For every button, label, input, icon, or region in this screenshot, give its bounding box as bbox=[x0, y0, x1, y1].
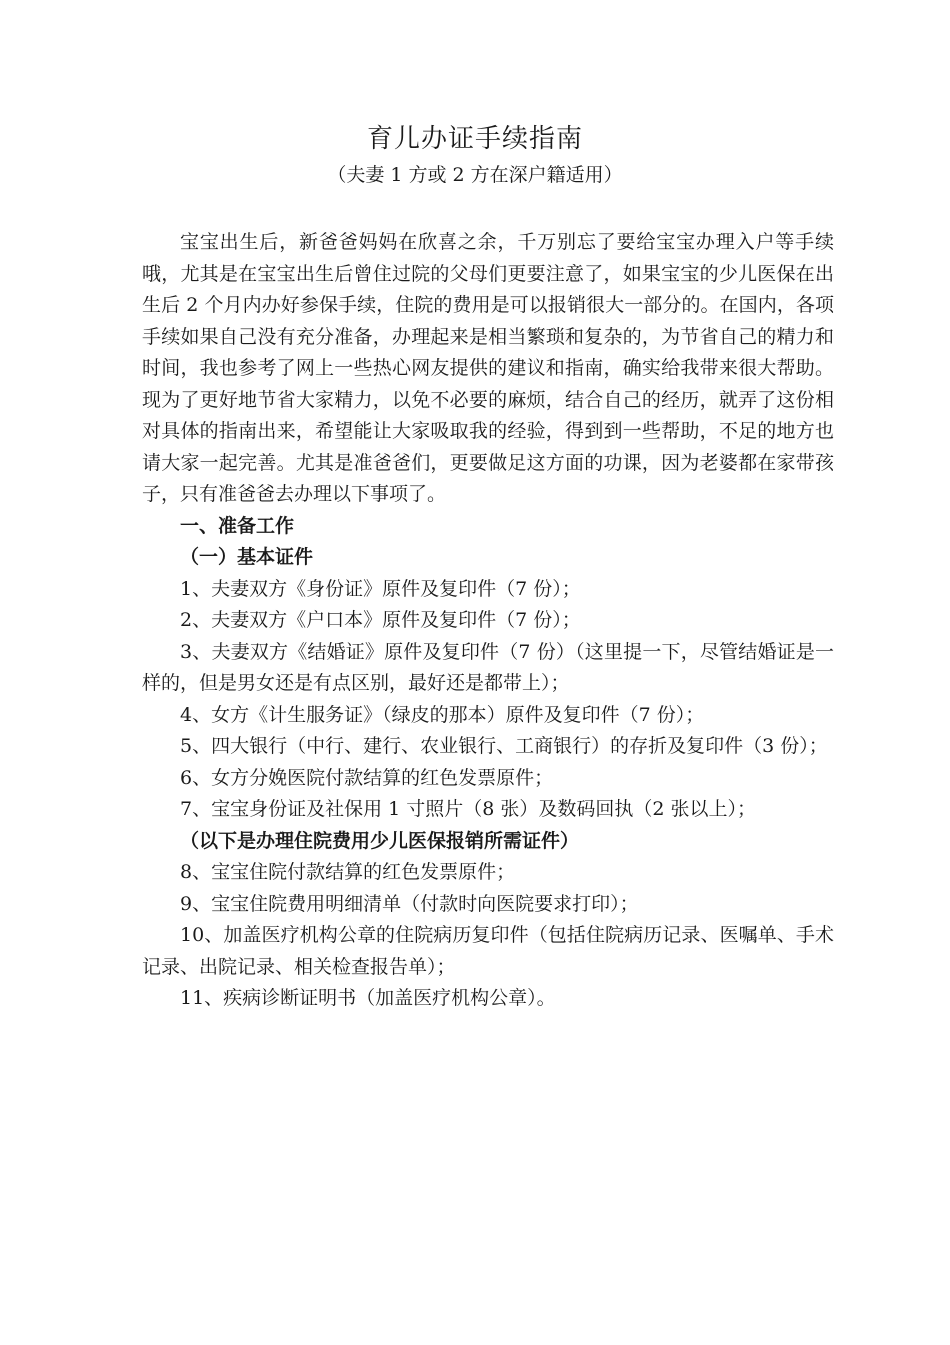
document-title: 育儿办证手续指南 bbox=[366, 124, 583, 154]
list-item: 2、夫妻双方《户口本》原件及复印件（7 份）； bbox=[180, 609, 581, 631]
subsection-heading-basic-documents: （一）基本证件 bbox=[180, 546, 314, 568]
list-item: 7、宝宝身份证及社保用 1 寸照片（8 张）及数码回执（2 张以上）； bbox=[180, 798, 757, 820]
list-item: 1、夫妻双方《身份证》原件及复印件（7 份）； bbox=[180, 577, 581, 600]
intro-paragraph: 宝宝出生后，新爸爸妈妈在欣喜之余，千万别忘了要给宝宝办理入户等手续哦，尤其是在宝宝出生后曾住过院的父母们更要注意了，如果宝宝的少儿医保在出生后 2 个月内办好参保手续，住院的费用是可以报销很大一部分的。在国内，各项手续如果自己没有充分准备，办理起来是相当繁琐和复杂的，为节省自己的精力和时间，我也参考了网上一些热心网友提供的建议和指南，确实给我带来很大帮助。现为了更好地节省大家精力，以免不必要的麻烦，结合自己的经历，就弄了这份相对具体的指南出来，希望能让大家吸取我的经验，得到到一些帮助，不足的地方也请大家一起完善。尤其是准爸爸们，更要做足这方面的功课，因为老婆都在家带孩子，只有准爸爸去办理以下事项了。 bbox=[142, 231, 834, 505]
list-item: 6、女方分娩医院付款结算的红色发票原件； bbox=[180, 766, 554, 789]
document-subtitle: （夫妻 1 方或 2 方在深户籍适用） bbox=[327, 164, 623, 186]
list-item: 11、疾病诊断证明书（加盖医疗机构公章）。 bbox=[180, 987, 556, 1009]
reimbursement-note: （以下是办理住院费用少儿医保报销所需证件） bbox=[180, 829, 580, 852]
document-body bbox=[142, 227, 834, 1015]
list-item: 10、加盖医疗机构公章的住院病历复印件（包括住院病历记录、医嘱单、手术记录、出院记录、相关检查报告单）； bbox=[142, 924, 834, 978]
list-item: 4、女方《计生服务证》（绿皮的那本）原件及复印件（7 份）； bbox=[180, 703, 705, 726]
list-item: 5、四大银行（中行、建行、农业银行、工商银行）的存折及复印件（3 份）； bbox=[180, 735, 828, 757]
list-item: 3、夫妻双方《结婚证》原件及复印件（7 份）（这里提一下，尽管结婚证是一样的，但是男女还是有点区别，最好还是都带上）； bbox=[142, 640, 834, 694]
list-item: 9、宝宝住院费用明细清单（付款时向医院要求打印）； bbox=[180, 892, 639, 915]
section-heading-preparation: 一、准备工作 bbox=[180, 514, 295, 537]
list-item: 8、宝宝住院付款结算的红色发票原件； bbox=[180, 861, 516, 883]
